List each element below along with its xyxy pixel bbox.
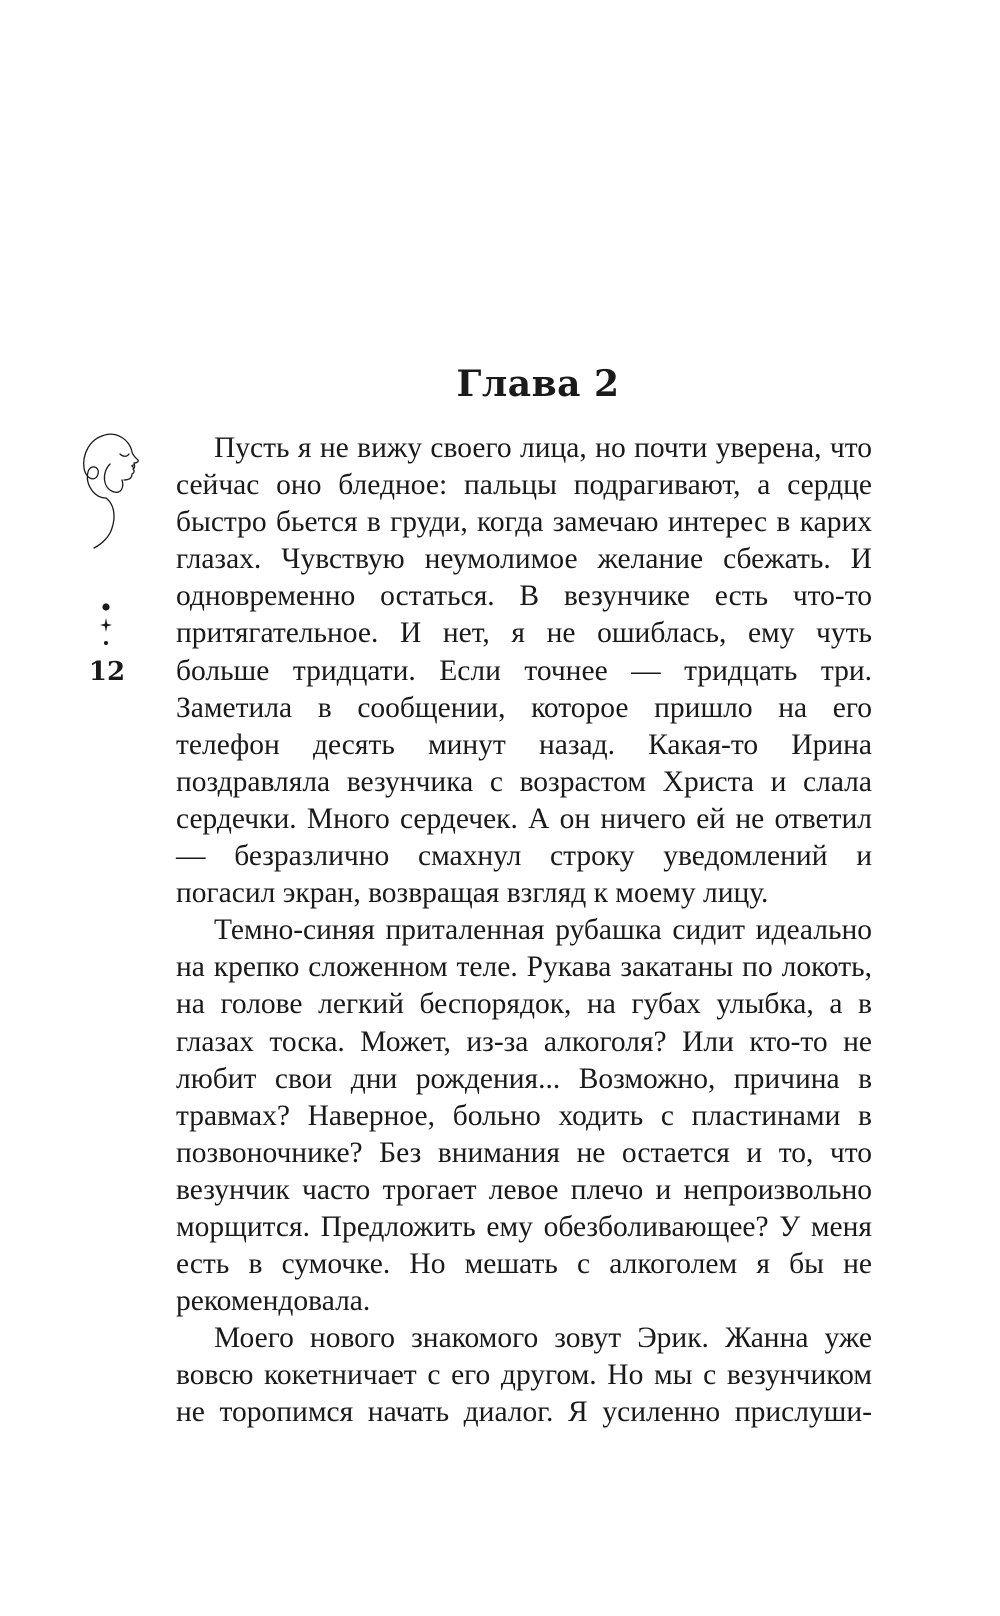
chapter-title: Глава 2 xyxy=(456,363,620,405)
page-number: 12 xyxy=(88,657,126,687)
body-text xyxy=(176,430,872,1432)
paragraph-2: Темно-синяя приталенная рубашка сидит идеально на крепко сложенном теле. Рукава закатаны по локоть, на голове легкий беспорядок, на губах улыбка, а в глазах тоска. Может, из-за алкоголя? Или кто-то не любит свои дни рождения... Возможно, причина в травмах? Наверное, больно ходить с пластинами в позвоночнике? Без внимания не остается и то, что везунчик часто трогает левое плечо и непроизвольно морщится. Предложить ему обезболивающее? У меня есть в сумочке. Но мешать с алкоголем я бы не рекомендовала. xyxy=(176,914,872,1318)
paragraph-1: Пусть я не вижу своего лица, но почти уверена, что сейчас оно бледное: пальцы подрагивают, а сердце быстро бьется в груди, когда замечаю интерес в карих глазах. Чувствую неумолимое желание сбежать. И одновременно остаться. В везунчике есть что-то притягательное. И нет, я не ошиблась, ему чуть больше тридцати. Если точнее — тридцать три. Заметила в сообщении, которое пришло на его телефон десять минут назад. Какая-то Ирина поздравляла везунчика с возрастом Христа и слала сердечки. Много сердечек. А он ничего ей не ответил — безразлично смахнул строку уведомлений и погасил экран, возвращая взгляд к моему лицу. xyxy=(176,432,872,910)
paragraph-3: Моего нового знакомого зовут Эрик. Жанна уже вовсю кокетничает с его другом. Но мы с везунчиком не торопимся начать диалог. Я усиленно прислуши- xyxy=(176,1322,872,1429)
vertical-dots-ornament-icon xyxy=(96,602,116,648)
face-profile-line-art-icon xyxy=(72,432,148,550)
